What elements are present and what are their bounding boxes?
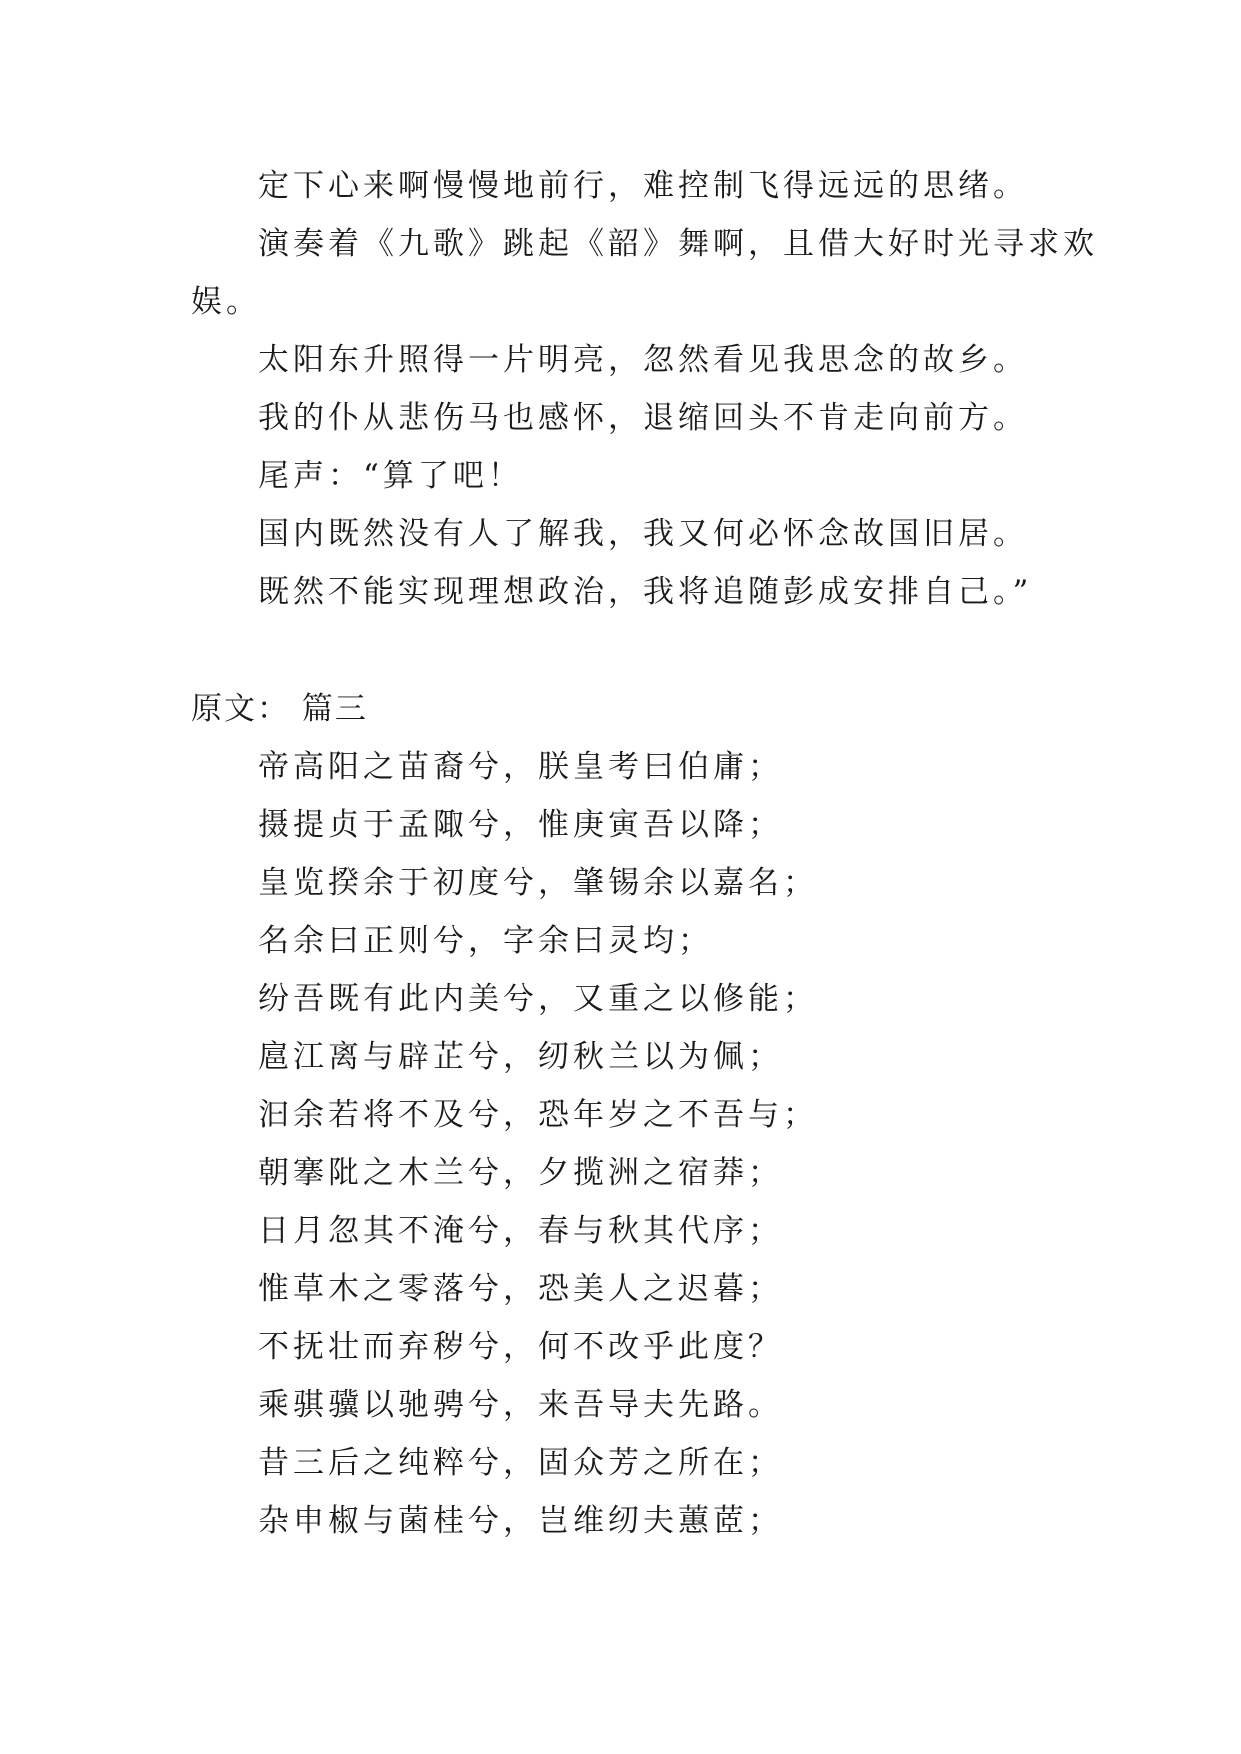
section-heading: 原文： 篇三 (191, 691, 368, 727)
translation-line: 演奏着《九歌》跳起《韶》舞啊，且借大好时光寻求欢 (258, 226, 1098, 262)
translation-line: 既然不能实现理想政治，我将追随彭成安排自己。” (258, 574, 1033, 610)
translation-line: 定下心来啊慢慢地前行，难控制飞得远远的思绪。 (258, 168, 1028, 204)
poem-line: 扈江离与辟芷兮，纫秋兰以为佩； (258, 1039, 783, 1075)
poem-line: 朝搴阰之木兰兮，夕揽洲之宿莽； (258, 1155, 783, 1191)
poem-line: 乘骐骥以驰骋兮，来吾导夫先路。 (258, 1387, 783, 1423)
translation-line: 国内既然没有人了解我，我又何必怀念故国旧居。 (258, 516, 1028, 552)
poem-line: 杂申椒与菌桂兮，岂维纫夫蕙茝； (258, 1503, 783, 1539)
poem-line: 帝高阳之苗裔兮，朕皇考曰伯庸； (258, 749, 783, 785)
poem-line: 摄提贞于孟陬兮，惟庚寅吾以降； (258, 807, 783, 843)
poem-line: 昔三后之纯粹兮，固众芳之所在； (258, 1445, 783, 1481)
poem-line: 不抚壮而弃秽兮，何不改乎此度？ (258, 1329, 783, 1365)
poem-line: 惟草木之零落兮，恐美人之迟暮； (258, 1271, 783, 1307)
poem-line: 汩余若将不及兮，恐年岁之不吾与； (258, 1097, 818, 1133)
translation-line: 娱。 (191, 284, 261, 320)
poem-line: 名余曰正则兮，字余曰灵均； (258, 923, 713, 959)
translation-line: 尾声：“算了吧！ (258, 458, 523, 494)
poem-line: 皇览揆余于初度兮，肇锡余以嘉名； (258, 865, 818, 901)
translation-line: 我的仆从悲伤马也感怀，退缩回头不肯走向前方。 (258, 400, 1028, 436)
poem-line: 纷吾既有此内美兮，又重之以修能； (258, 981, 818, 1017)
translation-line: 太阳东升照得一片明亮，忽然看见我思念的故乡。 (258, 342, 1028, 378)
poem-line: 日月忽其不淹兮，春与秋其代序； (258, 1213, 783, 1249)
